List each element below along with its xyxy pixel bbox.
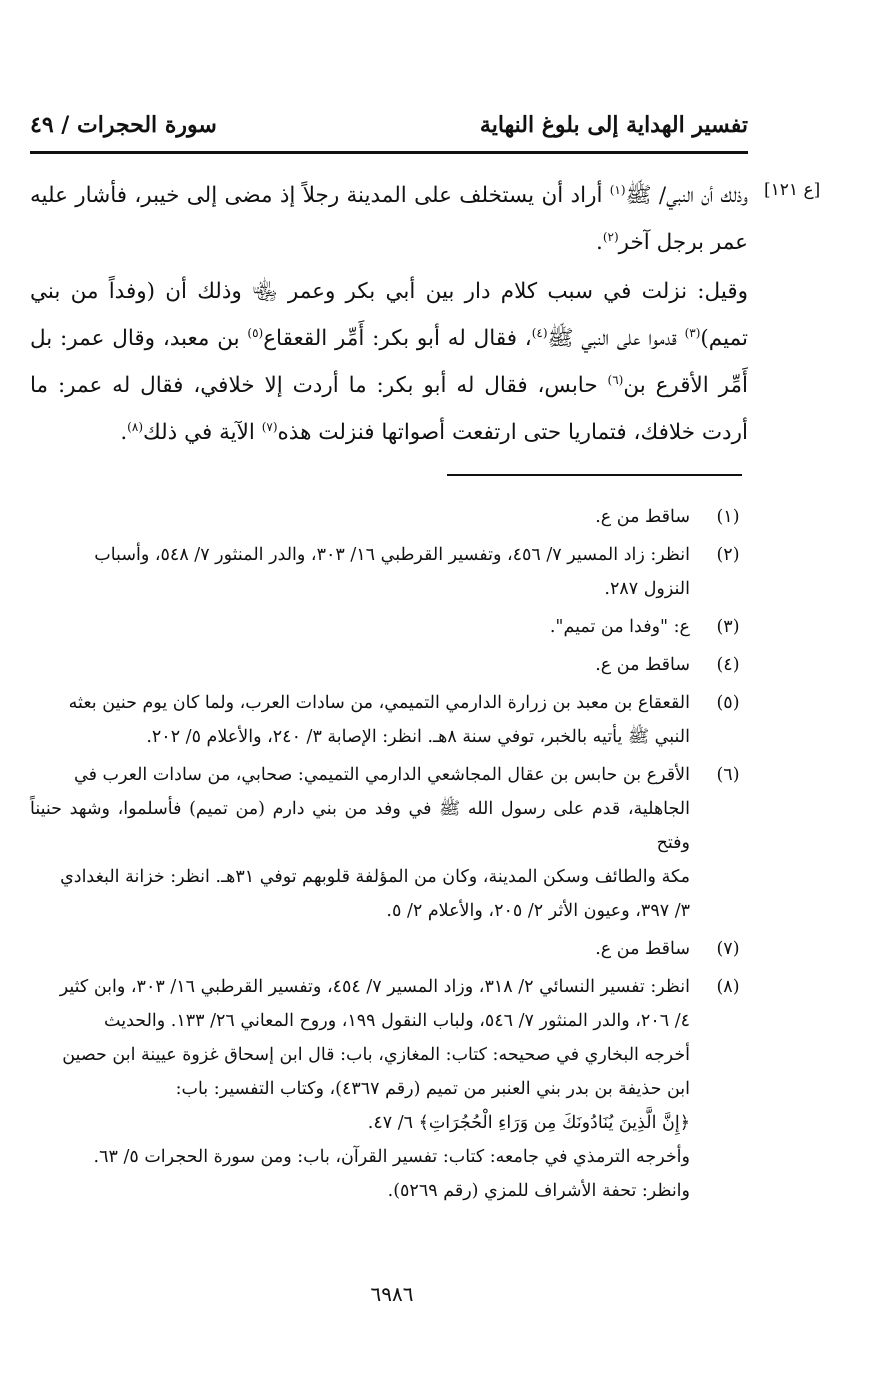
footnote-ref-6[interactable]: (٦) (607, 372, 624, 387)
footnote-text-line: ساقط من ع. (595, 655, 690, 675)
footnote-number: (٤) (716, 655, 740, 675)
footnote-number: (٨) (716, 977, 740, 997)
book-title: تفسير الهداية إلى بلوغ النهاية (479, 112, 748, 138)
footnote-ref-5[interactable]: (٥) (247, 325, 264, 340)
footnote-number: (٢) (716, 545, 740, 565)
text-run: أراد أن يستخلف على المدينة رجلاً إذ مضى إلى خيبر، فأشار عليه عمر برجل آخر (30, 183, 748, 255)
text-run: . (595, 230, 603, 255)
text-run: ، فقال له أبو بكر: أَمِّر القعقاع (263, 326, 532, 351)
footnote-text-line: انظر: تفسير النسائي ٢/ ٣١٨، وزاد المسير ٧/ ٤٥٤، وتفسير القرطبي ١٦/ ٣٠٣، وابن كثير (59, 977, 690, 997)
footnote-number: (٣) (716, 617, 740, 637)
manuscript-marker: [ع ١٢١] (764, 180, 821, 200)
footnote-ref-8[interactable]: (٨) (127, 419, 143, 434)
footnote-item (30, 686, 748, 754)
footnote-number: (٧) (716, 939, 740, 959)
footnote-text-line: الجاهلية، قدم على رسول الله ﷺ في وفد من بني دارم (من تميم) فأسلموا، وشهد حنيناً وفتح (30, 799, 690, 853)
footnote-item (30, 758, 748, 928)
footnote-item (30, 500, 748, 534)
page-number: ٦٩٨٦ (370, 1282, 414, 1306)
footnote-number: (١) (716, 507, 740, 527)
footnote-number: (٦) (716, 765, 740, 785)
footnote-text-line: مكة والطائف وسكن المدينة، وكان من المؤلفة قلوبهم توفي ٣١هـ. انظر: خزانة البغدادي (60, 867, 690, 887)
text-run: وذلك أن النبي/ ﷺ (625, 183, 748, 208)
text-run: حابس، فقال له أبو بكر: ما أردت إلا خلافي، فقال له عمر: ما أردت خلافك، فتماريا حتى ارتفعت أصواتها فنزلت هذه (30, 373, 748, 445)
footnote-text-line: النبي ﷺ يأتيه بالخبر، توفي سنة ٨هـ. انظر: الإصابة ٣/ ٢٤٠، والأعلام ٥/ ٢٠٢. (146, 727, 690, 747)
footnotes-section (30, 500, 748, 1212)
text-run: وقيل: نزلت في سبب كلام دار بين أبي بكر وعمر ﵄ وذلك أن (وفداً من بني تميم) (30, 279, 748, 351)
footnote-ref-2[interactable]: (٢) (602, 229, 619, 244)
footnote-item (30, 538, 748, 606)
footnote-text-line: ٤/ ٢٠٦، والدر المنثور ٧/ ٥٤٦، ولباب النقول ١٩٩، وروح المعاني ٢٦/ ١٣٣. والحديث (104, 1011, 690, 1031)
running-header (30, 112, 748, 148)
footnote-text-line: وانظر: تحفة الأشراف للمزي (رقم ٥٢٦٩). (387, 1181, 690, 1201)
footnote-ref-1[interactable]: (١) (609, 182, 626, 197)
header-rule (30, 151, 748, 154)
footnote-text-line: ٣/ ٣٩٧، وعيون الأثر ٢/ ٢٠٥، والأعلام ٢/ ٥. (386, 901, 690, 921)
footnote-text-line: ﴿إِنَّ الَّذِينَ يُنَادُونَكَ مِن وَرَاءِ الْحُجُرَاتِ﴾ ٦/ ٤٧. (367, 1113, 690, 1133)
footnote-separator (447, 474, 742, 476)
surah-page-label: سورة الحجرات / ٤٩ (30, 112, 217, 138)
footnote-text-line: ساقط من ع. (595, 507, 690, 527)
footnote-text-line: وأخرجه الترمذي في جامعه: كتاب: تفسير القرآن، باب: ومن سورة الحجرات ٥/ ٦٣. (93, 1147, 690, 1167)
text-run: الآية في ذلك (143, 420, 262, 445)
footnote-ref-7[interactable]: (٧) (261, 419, 278, 434)
text-run: . (120, 420, 128, 445)
text-run: بن معبد، وقال عمر: بل أَمِّر الأقرع بن (30, 326, 748, 398)
footnote-number: (٥) (716, 693, 740, 713)
body-paragraph-1 (30, 172, 748, 266)
footnote-item (30, 970, 748, 1208)
footnote-text-line: الأقرع بن حابس بن عقال المجاشعي الدارمي التميمي: صحابي، من سادات العرب في (73, 765, 690, 785)
footnote-text-line: ابن حذيفة بن بدر بني العنبر من تميم (رقم ٤٣٦٧)، وكتاب التفسير: باب: (175, 1079, 690, 1099)
footnote-text-line: القعقاع بن معبد بن زرارة الدارمي التميمي، من سادات العرب، ولما كان يوم حنين بعثه (68, 693, 690, 713)
footnote-text-line: ساقط من ع. (595, 939, 690, 959)
text-run: قدموا على النبي ﷺ (547, 326, 685, 351)
footnote-ref-3[interactable]: (٣) (684, 325, 701, 340)
footnote-ref-4[interactable]: (٤) (531, 325, 548, 340)
footnote-text-line: انظر: زاد المسير ٧/ ٤٥٦، وتفسير القرطبي ١٦/ ٣٠٣، والدر المنثور ٧/ ٥٤٨، وأسباب (94, 545, 690, 565)
footnote-item (30, 932, 748, 966)
footnote-item (30, 648, 748, 682)
body-paragraph-2 (30, 268, 748, 456)
footnote-text-line: ع: "وفدا من تميم". (549, 617, 690, 637)
footnote-text-line: النزول ٢٨٧. (604, 579, 690, 599)
footnote-item (30, 610, 748, 644)
footnote-text-line: أخرجه البخاري في صحيحه: كتاب: المغازي، باب: قال ابن إسحاق غزوة عيينة ابن حصين (62, 1045, 690, 1065)
